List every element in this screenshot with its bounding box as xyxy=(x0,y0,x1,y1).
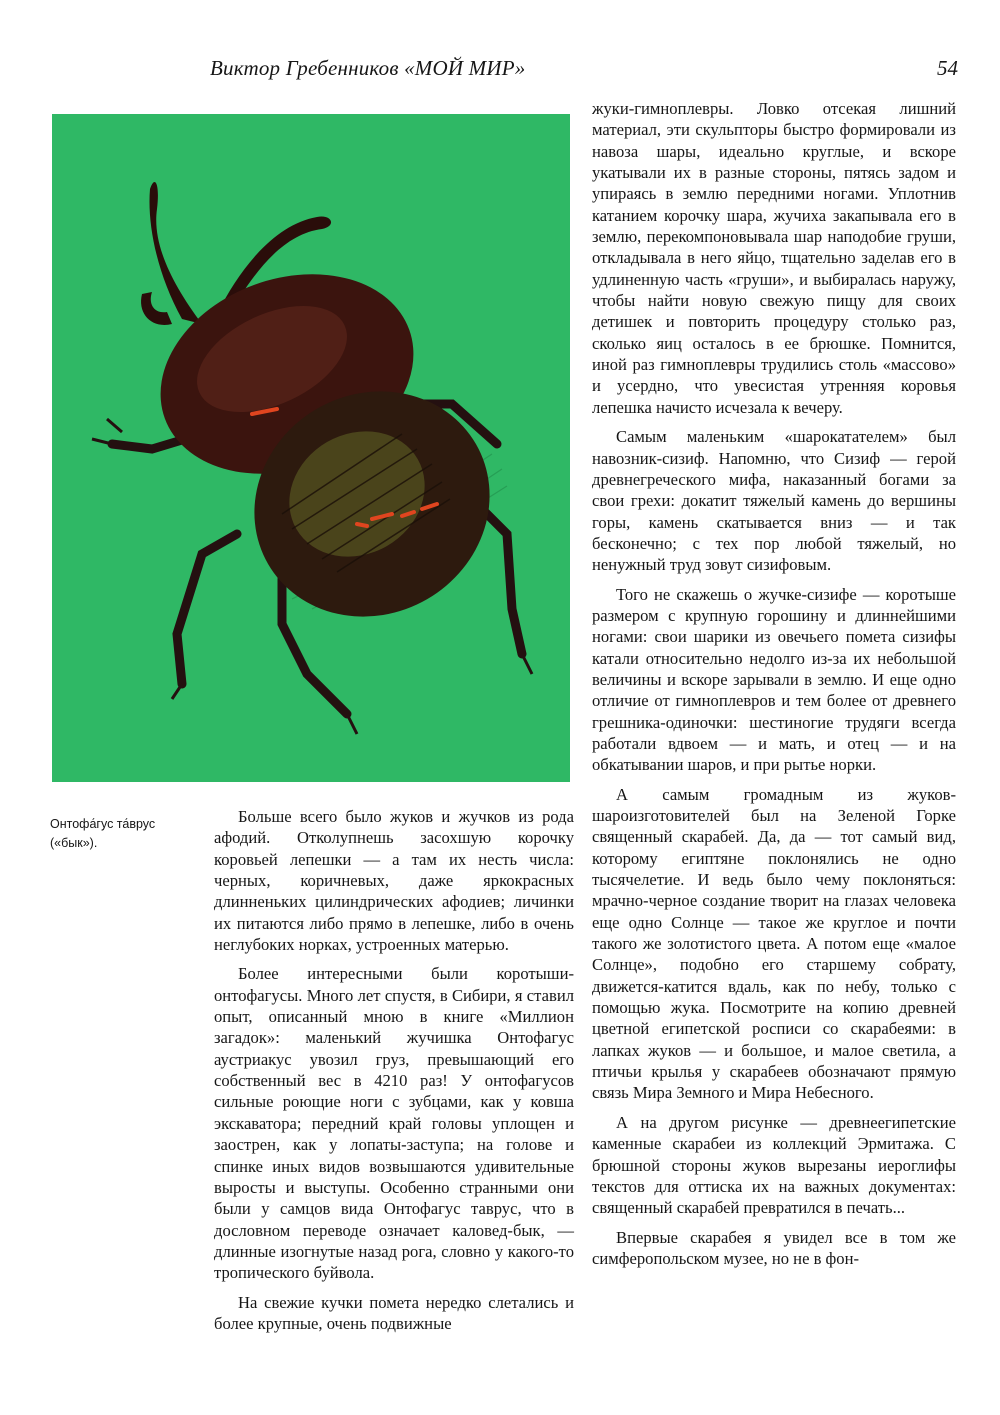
right-column xyxy=(592,98,956,1277)
paragraph: А на другом рисунке — древнеегипетские каменные скарабеи из коллекций Эрмитажа. С брюшной стороны жуков вырезаны иероглифы текстов для оттиска их на важных документах: священный скарабей превратился в печать... xyxy=(592,1112,956,1218)
paragraph: Более интересными были коротыши-онтофагусы. Много лет спустя, в Сибири, я ставил опыт, описанный мною в книге «Миллион загадок»: маленький жучишка Онтофагус аустриакус увозил груз, превышающий его собственный вес в 4210 раз! У онтофагусов сильные роющие ноги с зубцами, как у ковша экскаватора; передний край головы уплощен и заострен, как у лопаты-заступа; на голове и спинке иных видов возвышаются удивительные выросты и выступы. Особенно странными они были у самцов вида Онтофагус таврус, что в дословном переводе означает каловед-бык, — длинные изогнутые назад рога, словно у какого-то тропического буйвола. xyxy=(214,964,574,1283)
paragraph: На свежие кучки помета нередко слетались и более крупные, очень подвижные xyxy=(214,1292,574,1333)
beetle-illustration xyxy=(52,114,570,782)
left-column xyxy=(214,806,574,1342)
dung-beetle-icon xyxy=(52,114,570,782)
caption-line: Онтофа́гус та́врус xyxy=(50,817,156,831)
page-number: 54 xyxy=(937,56,958,80)
paragraph: Впервые скарабея я увидел все в том же симферопольском музее, но не в фон- xyxy=(592,1227,956,1268)
figure-caption xyxy=(50,815,200,853)
paragraph-continuation: жуки-гимноплевры. Ловко отсекая лишний материал, эти скульпторы быстро формировали из навоза шары, идеально круглые, и вскоре укатывали их в разные стороны, пятясь задом и упираясь в землю передними ногами. Уплотнив катанием корочку шара, жучиха закапывала его в землю, перекомпоновывала шар наподобие груши, откладывала в него яйцо, тщательно заделав его в удлиненную часть «груши», и выбиралась наружу, чтобы найти новую свежую пищу для своих детишек и повторить процедуру столько раз, сколько яиц осталось в ее брюшке. Помнится, иной раз гимноплевры трудились столь «массово» и усердно, что увесистая утренняя коровья лепешка начисто исчезала к вечеру. xyxy=(592,99,956,417)
paragraph: Самым маленьким «шарокатателем» был навозник-сизиф. Напомню, что Сизиф — герой древнегреческого мифа, наказанный богами за свои грехи: докатит тяжелый камень до вершины горы, камень скатывается вниз — и так бесконечно; с тех пор любой тяжелый, но ненужный труд зовут сизифовым. xyxy=(592,427,956,575)
paragraph: Того не скажешь о жучке-сизифе — коротыше размером с крупную горошину и длиннейшими ногами: свои шарики из овечьего помета сизифы катали относительно недолго из-за их небольшой величины и вскоре зарывали в землю. И еще одно отличие от гимноплевров и тем более от древнего грешника-одиночки: шестиногие трудяги всегда работали вдвоем — и мать, и отец — и на обкатывании шаров, и при рытье норки. xyxy=(592,584,956,775)
caption-line: («бык»). xyxy=(50,836,98,850)
paragraph: Больше всего было жуков и жучков из рода афодий. Отколупнешь засохшую корочку коровьей лепешки — а там их несть числа: черных, коричневых, даже яркокрасных длинненьких цилиндрических афодиев; личинки их питаются либо прямо в лепешке, либо в очень неглубоких норках, устроенных матерью. xyxy=(214,807,574,955)
paragraph: А самым громадным из жуков-шароизготовителей был на Зеленой Горке священный скарабей. Да, да — тот самый вид, которому египтяне поклонялись не одно тысячелетие. И ведь было чему поклоняться: мрачно-черное создание творит на глазах человека еще одно Солнце — такое же круглое и почти такого же золотистого цвета. А потом еще «малое Солнце», подобно его старшему собрату, движется-катится вдаль, как по небу, только с помощью жука. Посмотрите на копию древней цветной египетской росписи со скарабеями: в лапках жуков — и большое, и малое светила, а птичьи крылья у скарабеев обозначают прямую связь Мира Земного и Мира Небесного. xyxy=(592,784,956,1103)
running-title: Виктор Гребенников «МОЙ МИР» xyxy=(210,56,526,80)
